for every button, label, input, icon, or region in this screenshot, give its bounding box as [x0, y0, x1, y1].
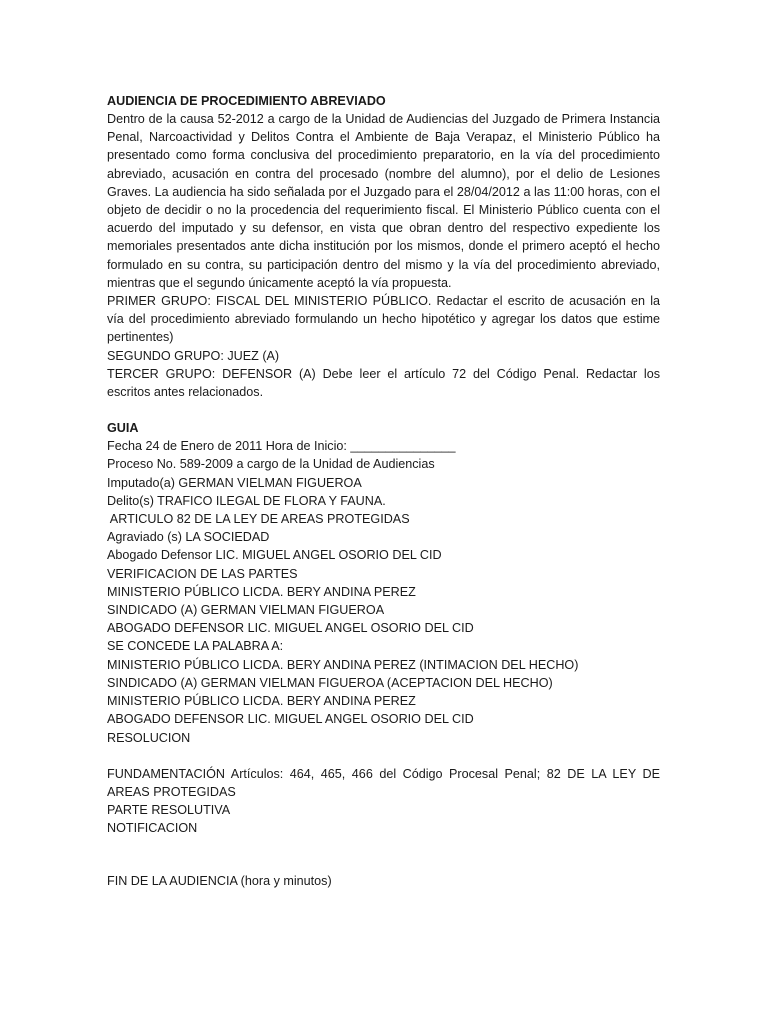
segundo-grupo-paragraph: SEGUNDO GRUPO: JUEZ (A) — [107, 348, 280, 363]
spacer — [107, 838, 660, 872]
spacer — [107, 747, 660, 765]
tercer-grupo-paragraph: TERCER GRUPO: DEFENSOR (A) Debe leer el artículo 72 del Código Penal. Redactar los escritos antes relacionados. — [107, 366, 660, 400]
primer-grupo-paragraph: PRIMER GRUPO: FISCAL DEL MINISTERIO PÚBLICO. Redactar el escrito de acusación en la vía del procedimiento abreviado formulando un hecho hipotético y agregar los datos que estime pertinentes) — [107, 294, 660, 345]
guia-line: Agraviado (s) LA SOCIEDAD — [107, 530, 270, 545]
fin-audiencia-line: FIN DE LA AUDIENCIA (hora y minutos) — [107, 873, 332, 888]
guia-line: ABOGADO DEFENSOR LIC. MIGUEL ANGEL OSORIO DEL CID — [107, 621, 474, 636]
guia-line: Imputado(a) GERMAN VIELMAN FIGUEROA — [107, 475, 362, 490]
guia-line: Delito(s) TRAFICO ILEGAL DE FLORA Y FAUNA. — [107, 493, 386, 508]
guia-line: Proceso No. 589-2009 a cargo de la Unidad de Audiencias — [107, 457, 435, 472]
spacer — [107, 401, 660, 419]
guia-line: Abogado Defensor LIC. MIGUEL ANGEL OSORIO DEL CID — [107, 548, 442, 563]
notificacion-line: NOTIFICACION — [107, 821, 198, 836]
guia-line: MINISTERIO PÚBLICO LICDA. BERY ANDINA PEREZ — [107, 694, 416, 709]
guia-line: SINDICADO (A) GERMAN VIELMAN FIGUEROA (ACEPTACION DEL HECHO) — [107, 675, 553, 690]
guia-line: SE CONCEDE LA PALABRA A: — [107, 639, 284, 654]
guia-line: SINDICADO (A) GERMAN VIELMAN FIGUEROA — [107, 603, 385, 618]
guia-heading: GUIA — [107, 421, 139, 436]
guia-line: ARTICULO 82 DE LA LEY DE AREAS PROTEGIDAS — [107, 512, 410, 527]
guia-line: ABOGADO DEFENSOR LIC. MIGUEL ANGEL OSORIO DEL CID — [107, 712, 474, 727]
guia-line: MINISTERIO PÚBLICO LICDA. BERY ANDINA PEREZ (INTIMACION DEL HECHO) — [107, 657, 579, 672]
intro-paragraph: Dentro de la causa 52-2012 a cargo de la Unidad de Audiencias del Juzgado de Primera Instancia Penal, Narcoactividad y Delitos Contra el Ambiente de Baja Verapaz, el Ministerio Público ha presentado como forma conclusiva del procedimiento preparatorio, en la vía del procedimiento abreviado, acusación en contra del procesado (nombre del alumno), por el delio de Lesiones Graves. La audiencia ha sido señalada por el Juzgado para el 28/04/2012 a las 11:00 horas, con el objeto de decidir o no la procedencia del requerimiento fiscal. El Ministerio Público cuenta con el acuerdo del imputado y su defensor, en vista que obran dentro del respectivo expediente los memoriales presentados ante dicha institución por los mismos, donde el primero aceptó el hecho formulado en su contra, su participación dentro del mismo y la vía del procedimiento abreviado, mientras que el segundo únicamente aceptó la vía propuesta. — [107, 112, 660, 290]
guia-line: VERIFICACION DE LAS PARTES — [107, 566, 298, 581]
guia-line: Fecha 24 de Enero de 2011 Hora de Inicio: _______________ — [107, 439, 456, 454]
fundamentacion-paragraph: FUNDAMENTACIÓN Artículos: 464, 465, 466 del Código Procesal Penal; 82 DE LA LEY DE AREAS PROTEGIDAS — [107, 766, 660, 799]
parte-resolutiva-line: PARTE RESOLUTIVA — [107, 803, 231, 818]
guia-line: RESOLUCION — [107, 730, 191, 745]
guia-list — [107, 437, 660, 746]
document-title: AUDIENCIA DE PROCEDIMIENTO ABREVIADO — [107, 94, 386, 108]
guia-line: MINISTERIO PÚBLICO LICDA. BERY ANDINA PEREZ — [107, 584, 416, 599]
